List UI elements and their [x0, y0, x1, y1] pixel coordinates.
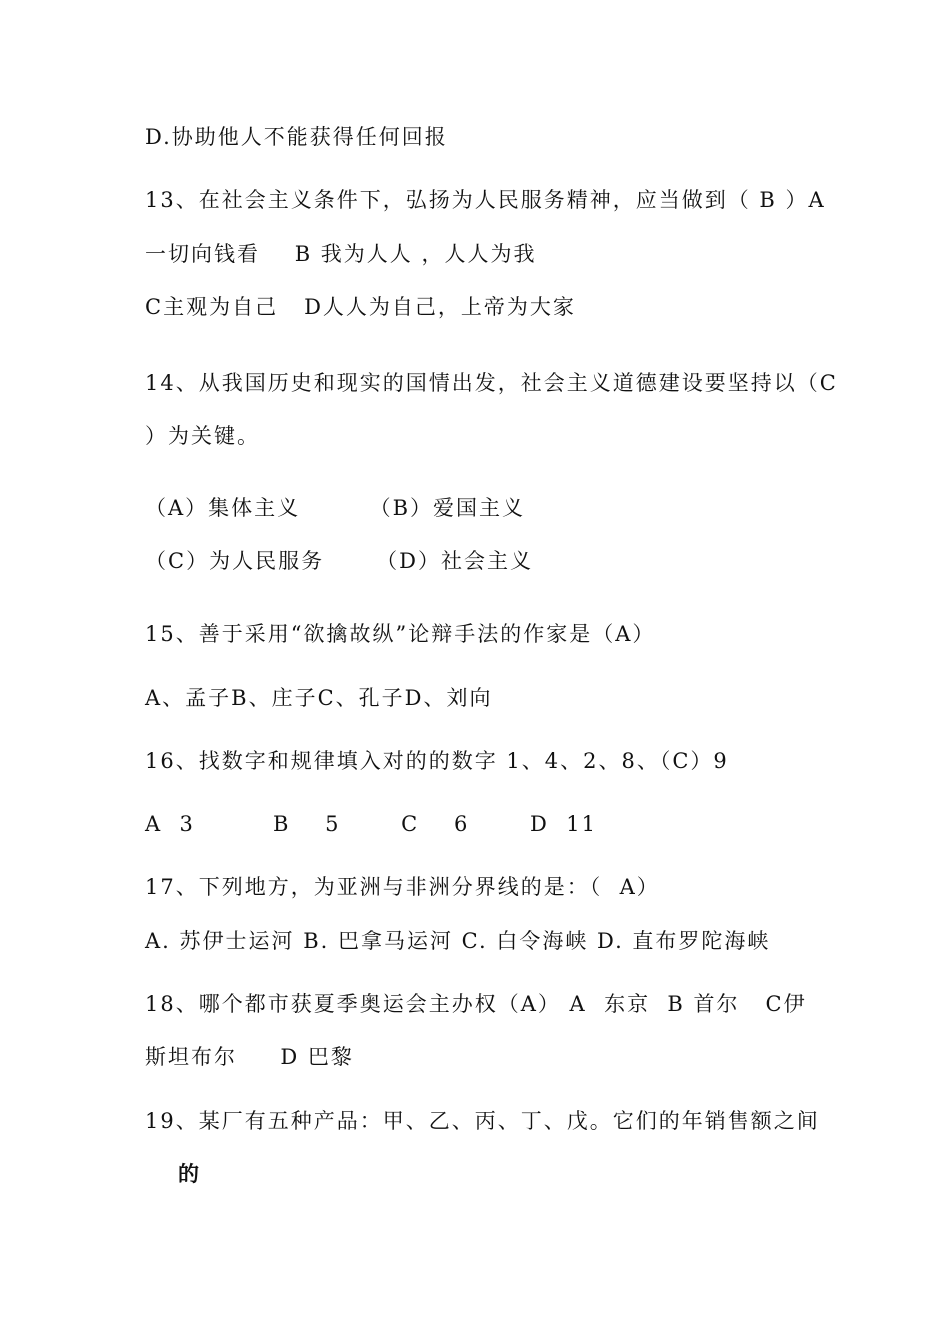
question-14-continued: ）为关键。 [145, 424, 260, 448]
question-14-options-cd: （C）为人民服务 （D）社会主义 [145, 549, 533, 573]
question-17-options: A. 苏伊士运河 B. 巴拿马运河 C. 白令海峡 D. 直布罗陀海峡 [145, 929, 771, 953]
question-16: 16、找数字和规律填入对的的数字 1、4、2、8、（C）9 [145, 749, 729, 773]
question-14-options-ab: （A）集体主义 （B）爱国主义 [145, 496, 525, 520]
question-19-continued: 的 [178, 1161, 201, 1186]
question-13-options-cd: C主观为自己 D人人为自己，上帝为大家 [145, 295, 576, 319]
question-18-continued: 斯坦布尔 D 巴黎 [145, 1045, 354, 1069]
question-16-options: A 3 B 5 C 6 D 11 [145, 812, 597, 836]
text-line-d-option: D.协助他人不能获得任何回报 [145, 125, 448, 149]
question-18: 18、哪个都市获夏季奥运会主办权（A） A 东京 B 首尔 C伊 [145, 992, 807, 1016]
question-13-options-ab: 一切向钱看 B 我为人人 ，人人为我 [145, 242, 537, 266]
question-14: 14、从我国历史和现实的国情出发，社会主义道德建设要坚持以（C [145, 371, 838, 395]
question-17: 17、下列地方，为亚洲与非洲分界线的是：（ A） [145, 875, 660, 899]
question-19: 19、某厂有五种产品：甲、乙、丙、丁、戊。它们的年销售额之间 [145, 1109, 820, 1133]
question-13: 13、在社会主义条件下，弘扬为人民服务精神，应当做到（ B ）A [145, 188, 826, 212]
question-15-options: A、孟子B、庄子C、孔子D、刘向 [145, 686, 493, 710]
question-15: 15、善于采用“欲擒故纵”论辩手法的作家是（A） [145, 622, 656, 646]
